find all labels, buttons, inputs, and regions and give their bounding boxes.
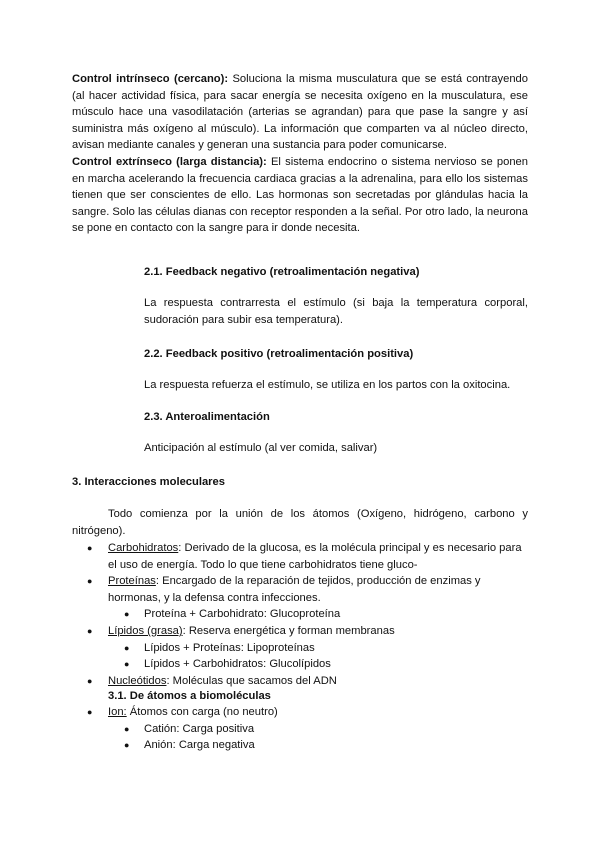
item-term: Proteínas bbox=[108, 575, 156, 588]
bullet: ● bbox=[124, 659, 130, 670]
molecule-list bbox=[72, 540, 528, 689]
list-item bbox=[72, 704, 528, 721]
sub-list-item bbox=[72, 656, 528, 673]
item-term: Ion: bbox=[108, 706, 127, 718]
sub-item-text: Lípidos + Proteínas: Lipoproteínas bbox=[144, 641, 315, 654]
bullet: ● bbox=[124, 642, 130, 653]
sub-list-item bbox=[72, 606, 528, 623]
section-3-1-heading: 3.1. De átomos a biomoléculas bbox=[108, 690, 271, 702]
item-text: : Moléculas que sacamos del ADN bbox=[166, 674, 337, 687]
item-term: Lípidos (grasa) bbox=[108, 624, 183, 637]
sub-item-text: Proteína + Carbohidrato: Glucoproteína bbox=[144, 608, 341, 621]
bullet: ● bbox=[87, 675, 93, 686]
atom-list bbox=[72, 704, 528, 754]
sub-item-text: Lípidos + Carbohidratos: Glucolípidos bbox=[144, 658, 331, 671]
sub-list-item bbox=[72, 640, 528, 657]
intrinsic-control-label: Control intrínseco (cercano): bbox=[72, 73, 229, 85]
section-2-1-text: La respuesta contrarresta el estímulo (si baja la temperatura corporal, sudoración para subir esa temperatura). bbox=[144, 297, 528, 326]
extrinsic-control-text: El sistema endocrino o sistema nervioso se ponen en marcha acelerando la frecuencia cardiaca gracias a la adrenalina, para ello los sistemas tienen que ser conscientes de ello. Las hormonas son secretadas por glándulas hacia la sangre. Solo las células dianas con receptor responden a la señal. Por otro lado, la neurona se pone en contacto con la sangre para ir donde necesita. bbox=[72, 155, 528, 235]
item-term: Nucleótidos bbox=[108, 674, 167, 687]
extrinsic-control-label: Control extrínseco (larga distancia): bbox=[72, 155, 267, 168]
section-3-heading: 3. Interacciones moleculares bbox=[72, 476, 225, 488]
bullet: ● bbox=[124, 740, 130, 751]
list-item bbox=[72, 673, 528, 690]
sub-list-item bbox=[72, 737, 528, 754]
intrinsic-control-paragraph bbox=[72, 71, 528, 154]
bullet: ● bbox=[87, 625, 93, 636]
item-text: : Reserva energética y forman membranas bbox=[182, 624, 395, 637]
section-2-3-heading: 2.3. Anteroalimentación bbox=[144, 411, 270, 423]
bullet: ● bbox=[124, 723, 130, 734]
sub-item-text: Catión: Carga positiva bbox=[144, 722, 255, 735]
bullet: ● bbox=[87, 543, 93, 553]
item-text: : Encargado de la reparación de tejidos, producción de enzimas y hormonas, y la defensa contra infecciones. bbox=[108, 575, 481, 604]
bullet: ● bbox=[87, 576, 93, 587]
list-item bbox=[72, 540, 528, 573]
item-text: : Derivado de la glucosa, es la molécula principal y es necesario para el uso de energía. Todo lo que tiene carbohidratos tiene gluco- bbox=[108, 542, 522, 571]
item-text: Átomos con carga (no neutro) bbox=[126, 706, 278, 718]
section-2-3-text: Anticipación al estímulo (al ver comida, salivar) bbox=[144, 442, 378, 454]
sub-item-text: Anión: Carga negativa bbox=[144, 739, 255, 752]
list-item bbox=[72, 623, 528, 640]
bullet: ● bbox=[87, 707, 93, 717]
section-2-2-heading: 2.2. Feedback positivo (retroalimentación positiva) bbox=[144, 348, 414, 360]
section-3-intro: Todo comienza por la unión de los átomos (Oxígeno, hidrógeno, carbono y nitrógeno). bbox=[72, 508, 528, 537]
list-item bbox=[72, 573, 528, 606]
intrinsic-control-text: Soluciona la misma musculatura que se está contrayendo (al hacer actividad física, para sacar energía se necesita oxígeno en la musculatura, ese músculo hace una vasodilatación (arterias se agrandan) para que pase la sangre y así suministra más oxígeno al músculo). La información que comparten va al núcleo directo, avisan mediante canales y generan una sustancia para poder comunicarse. bbox=[72, 73, 528, 152]
item-term: Carbohidratos bbox=[108, 542, 179, 554]
section-2-2-text: La respuesta refuerza el estímulo, se utiliza en los partos con la oxitocina. bbox=[144, 379, 511, 391]
intro-section bbox=[72, 71, 528, 237]
section-2-1-heading: 2.1. Feedback negativo (retroalimentación negativa) bbox=[144, 266, 420, 278]
extrinsic-control-paragraph bbox=[72, 154, 528, 237]
bullet: ● bbox=[124, 609, 130, 620]
sub-list-item bbox=[72, 721, 528, 738]
